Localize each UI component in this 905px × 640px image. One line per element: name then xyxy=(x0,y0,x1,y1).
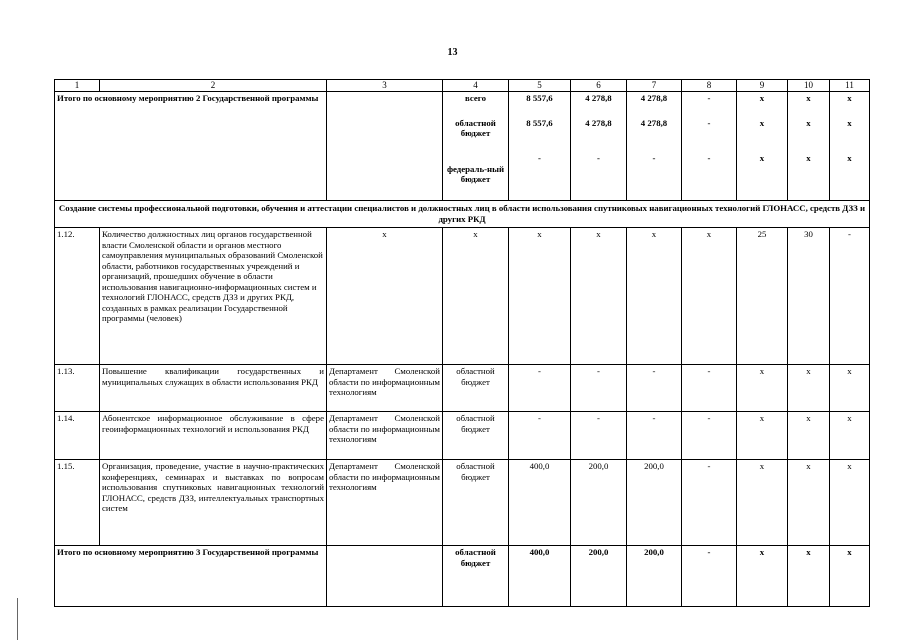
value-cell: x xyxy=(788,460,830,546)
row-number: 1.12. xyxy=(55,228,100,365)
value-cell: - xyxy=(682,460,737,546)
value-cell: x xyxy=(737,365,788,412)
value-cell: - xyxy=(627,365,682,412)
funding-source-cell: областной бюджет xyxy=(443,412,509,460)
value-cell: 8 557,6 8 557,6 - xyxy=(509,92,571,201)
col-number: 3 xyxy=(327,80,443,92)
page-number: 13 xyxy=(447,47,458,58)
value-cell: - xyxy=(571,412,627,460)
value-cell: 400,0 xyxy=(509,546,571,607)
total-row-measure-2 xyxy=(55,92,870,201)
total-row-measure-3 xyxy=(55,546,870,607)
value-cell: 30 xyxy=(788,228,830,365)
value-cell: x xyxy=(682,228,737,365)
value-cell: 200,0 xyxy=(571,460,627,546)
executor-cell: Департамент Смоленской области по информационным технологиям xyxy=(327,460,443,546)
col-number: 9 xyxy=(737,80,788,92)
value-cell: 25 xyxy=(737,228,788,365)
value-cell: 400,0 xyxy=(509,460,571,546)
executor-cell: Департамент Смоленской области по информационным технологиям xyxy=(327,412,443,460)
value-cell: x xyxy=(571,228,627,365)
value-cell: x xyxy=(737,460,788,546)
value-cell: x xyxy=(737,546,788,607)
value-cell: x xyxy=(788,412,830,460)
row-number: 1.13. xyxy=(55,365,100,412)
value-cell: - xyxy=(682,365,737,412)
table-row xyxy=(55,365,870,412)
total-label: Итого по основному мероприятию 2 Государственной программы xyxy=(55,92,327,201)
col-number: 6 xyxy=(571,80,627,92)
value-cell: x xyxy=(788,365,830,412)
value-cell: x xyxy=(830,546,870,607)
col-number: 2 xyxy=(100,80,327,92)
value-cell: - xyxy=(830,228,870,365)
col-number: 10 xyxy=(788,80,830,92)
executor-cell: Департамент Смоленской области по информационным технологиям xyxy=(327,365,443,412)
column-number-row xyxy=(55,80,870,92)
col-number: 1 xyxy=(55,80,100,92)
table-row xyxy=(55,228,870,365)
table-row xyxy=(55,460,870,546)
funding-source-cell: x xyxy=(443,228,509,365)
value-cell: x x x xyxy=(830,92,870,201)
funding-source-cell: областной бюджет xyxy=(443,365,509,412)
value-cell: x xyxy=(830,460,870,546)
section-title: Создание системы профессиональной подготовки, обучения и аттестации специалистов и должностных лиц в области использования спутниковых навигационных технологий ГЛОНАСС, средств ДЗЗ и других РКД xyxy=(55,201,870,228)
executor-cell: x xyxy=(327,228,443,365)
value-cell: 4 278,8 4 278,8 - xyxy=(571,92,627,201)
value-cell: x xyxy=(627,228,682,365)
col-number: 7 xyxy=(627,80,682,92)
executor-cell xyxy=(327,546,443,607)
value-cell: x xyxy=(830,412,870,460)
funding-source-cell: всего областной бюджет федераль-ный бюджет xyxy=(443,92,509,201)
col-number: 4 xyxy=(443,80,509,92)
row-name: Повышение квалификации государственных и муниципальных служащих в области использования РКД xyxy=(100,365,327,412)
executor-cell xyxy=(327,92,443,201)
col-number: 8 xyxy=(682,80,737,92)
value-cell: - - - xyxy=(682,92,737,201)
funding-source-cell: областной бюджет xyxy=(443,546,509,607)
col-number: 5 xyxy=(509,80,571,92)
section-heading-row xyxy=(55,201,870,228)
value-cell: x xyxy=(788,546,830,607)
value-cell: x x x xyxy=(737,92,788,201)
row-name: Количество должностных лиц органов государственной власти Смоленской области и органов местного самоуправления муниципальных образований Смоленской области, работников государственных учреждений и организаций, прошедших обучение в области использования навигационно-информационных систем и технологий ГЛОНАСС, средств ДЗЗ и других РКД, созданных в рамках реализации Государственной программы (человек) xyxy=(100,228,327,365)
table-row xyxy=(55,412,870,460)
value-cell: - xyxy=(627,412,682,460)
value-cell: x xyxy=(509,228,571,365)
value-cell: - xyxy=(509,412,571,460)
value-cell: x xyxy=(830,365,870,412)
value-cell: - xyxy=(571,365,627,412)
value-cell: 200,0 xyxy=(627,546,682,607)
value-cell: - xyxy=(509,365,571,412)
scan-edge xyxy=(17,598,18,640)
value-cell: x x x xyxy=(788,92,830,201)
value-cell: - xyxy=(682,412,737,460)
col-number: 11 xyxy=(830,80,870,92)
value-cell: - xyxy=(682,546,737,607)
row-number: 1.14. xyxy=(55,412,100,460)
row-name: Абонентское информационное обслуживание в сфере геоинформационных технологий и использования РКД xyxy=(100,412,327,460)
value-cell: 4 278,8 4 278,8 - xyxy=(627,92,682,201)
row-number: 1.15. xyxy=(55,460,100,546)
row-name: Организация, проведение, участие в научно-практических конференциях, семинарах и выставках по вопросам использования спутниковых навигационных технологий ГЛОНАСС, средств ДЗЗ, интеллектуальных транспортных систем xyxy=(100,460,327,546)
total-label: Итого по основному мероприятию 3 Государственной программы xyxy=(55,546,327,607)
funding-source-cell: областной бюджет xyxy=(443,460,509,546)
program-table xyxy=(54,79,870,607)
value-cell: x xyxy=(737,412,788,460)
value-cell: 200,0 xyxy=(571,546,627,607)
value-cell: 200,0 xyxy=(627,460,682,546)
